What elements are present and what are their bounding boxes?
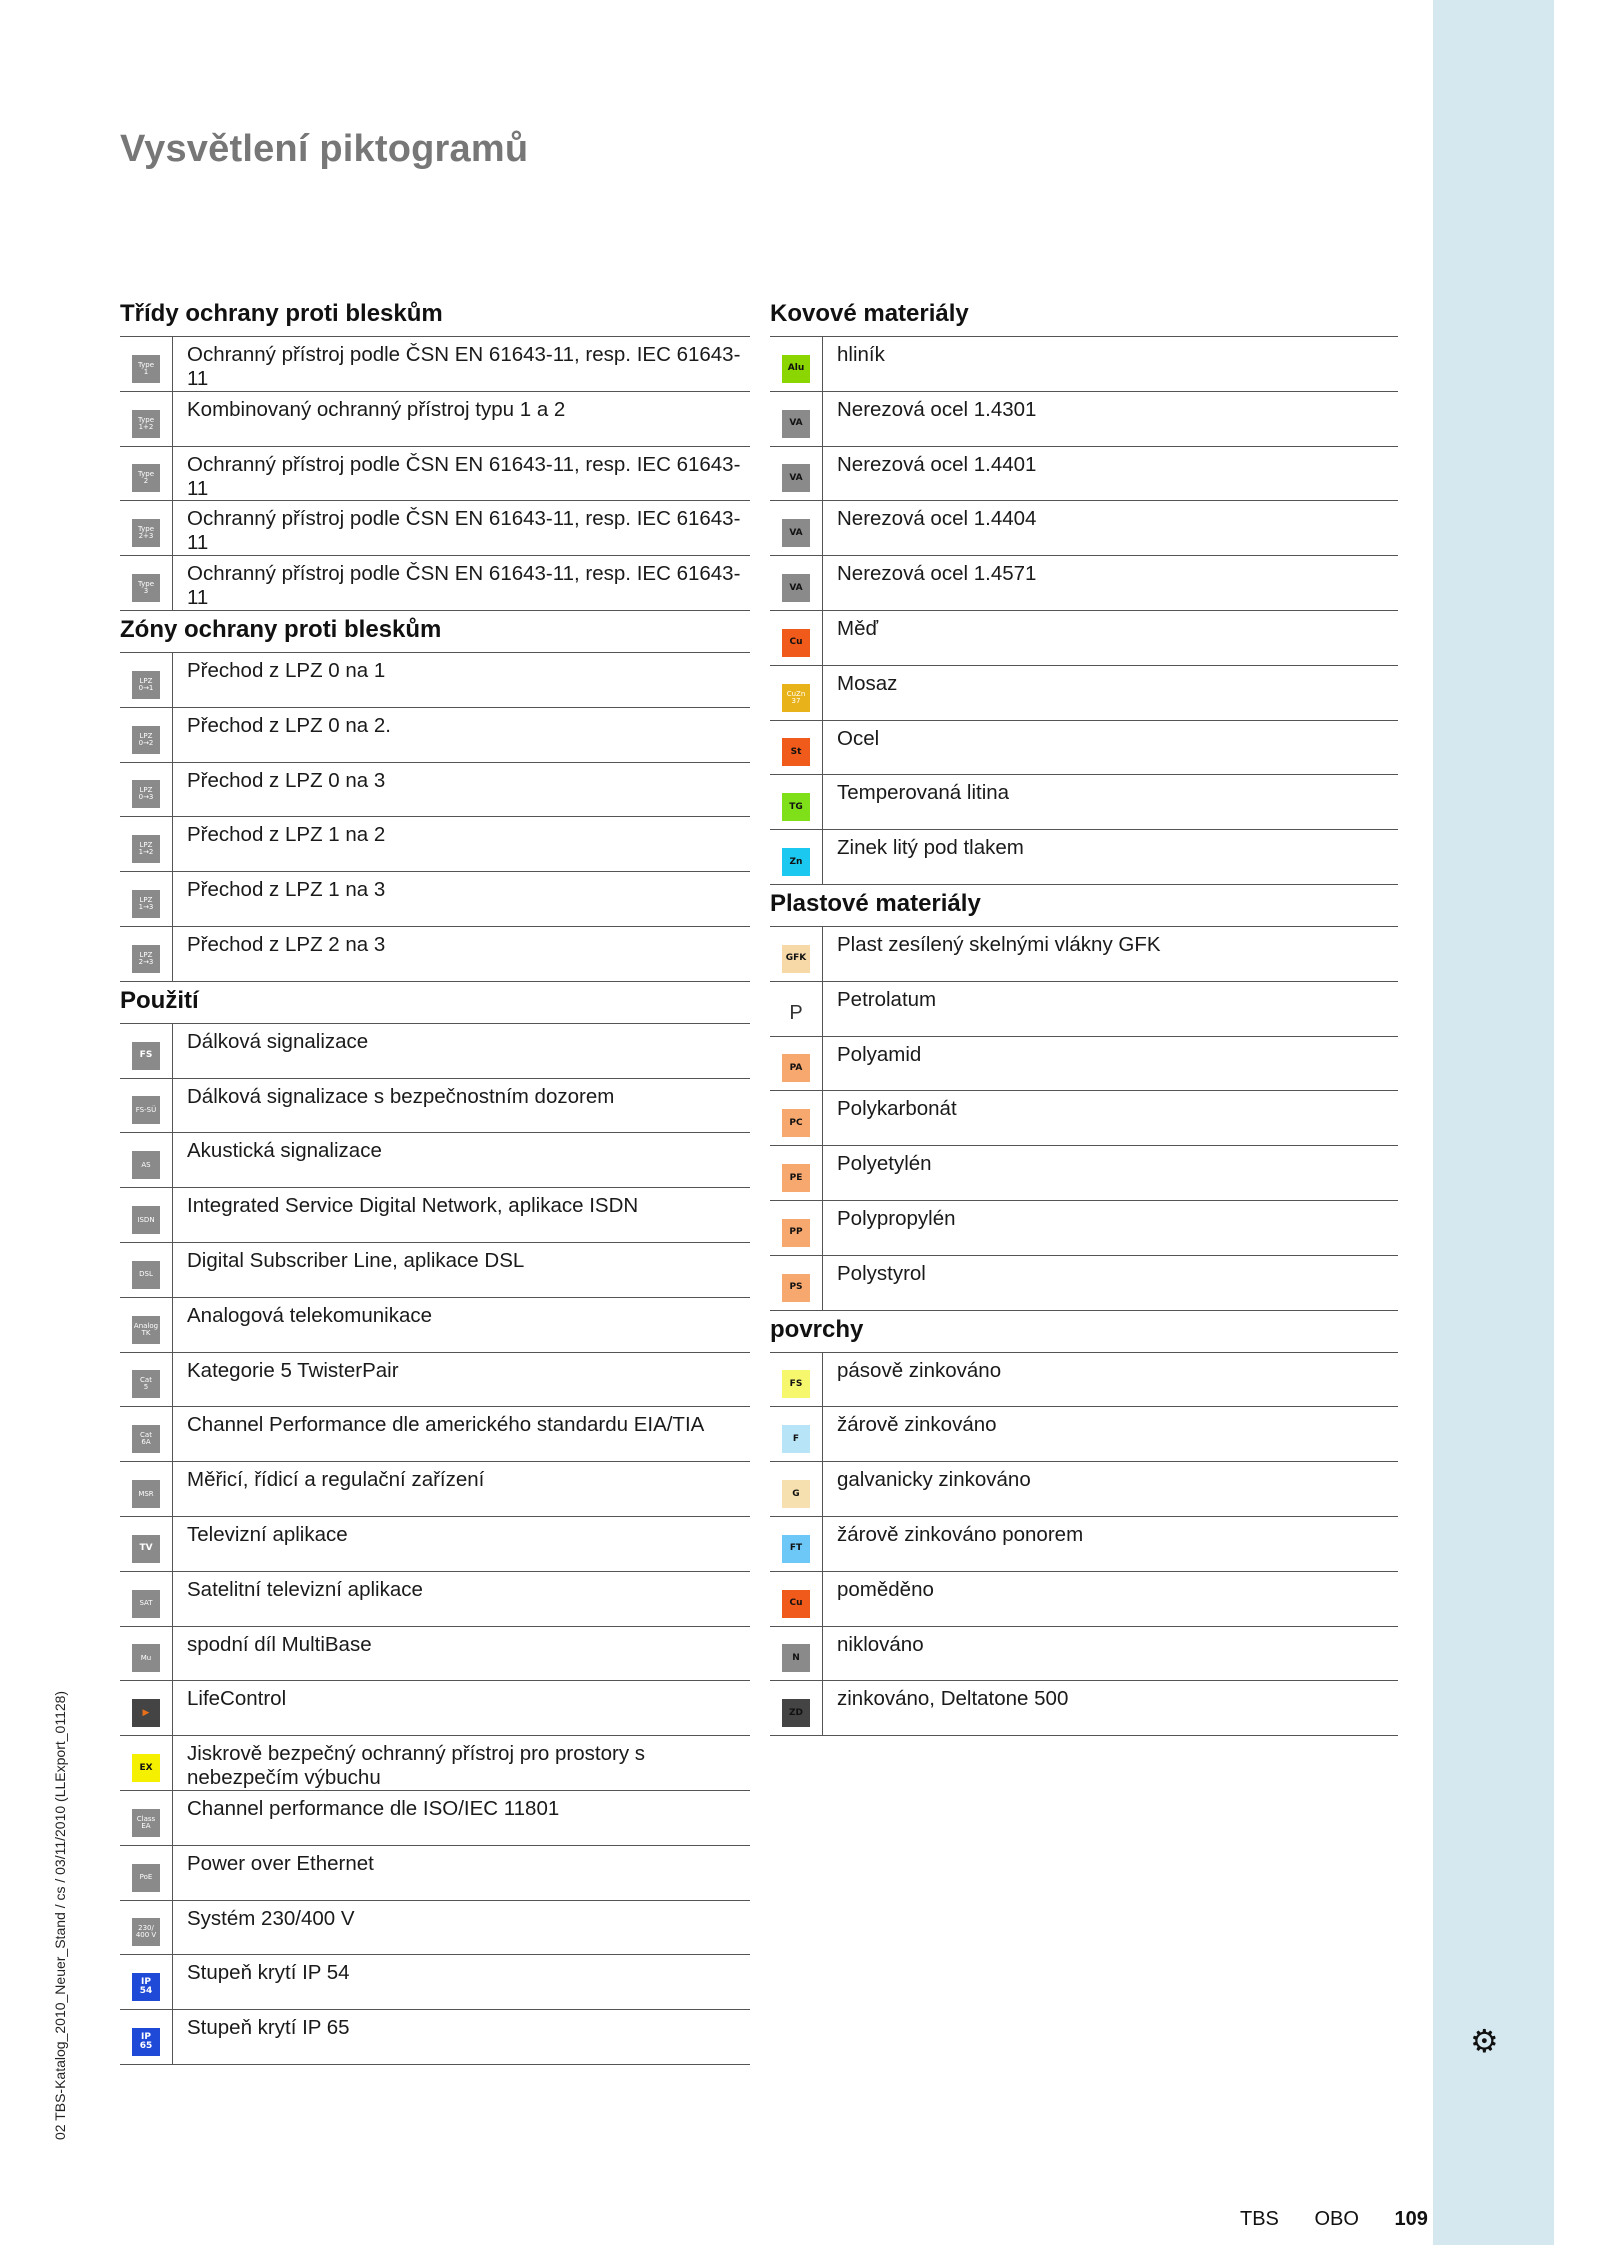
legend-row <box>770 1353 1398 1408</box>
legend-row <box>770 1572 1398 1627</box>
pictogram-icon: FT <box>782 1535 810 1563</box>
section-title: povrchy <box>770 1311 1398 1353</box>
pictogram-description: Ocel <box>837 726 880 750</box>
pictogram-cell <box>120 1353 173 1407</box>
pictogram-icon: CuZn 37 <box>782 684 810 712</box>
pictogram-description: Analogová telekomunikace <box>187 1303 433 1327</box>
pictogram-icon: PA <box>782 1054 810 1082</box>
pictogram-description: Dálková signalizace <box>187 1029 369 1053</box>
pictogram-description: Přechod z LPZ 0 na 3 <box>187 768 386 792</box>
gear-icon: ⚙ <box>1470 2022 1499 2060</box>
pictogram-cell <box>770 337 823 391</box>
legend-row <box>770 1256 1398 1311</box>
pictogram-icon: VA <box>782 519 810 547</box>
pictogram-description: Ochranný přístroj podle ČSN EN 61643-11, resp. IEC 61643-11 <box>187 452 741 500</box>
pictogram-icon: Cu <box>782 629 810 657</box>
legend-row <box>770 1627 1398 1682</box>
pictogram-cell <box>770 1627 823 1681</box>
pictogram-icon: VA <box>782 464 810 492</box>
pictogram-icon: VA <box>782 574 810 602</box>
pictogram-description: Polypropylén <box>837 1206 956 1230</box>
pictogram-description: Channel Performance dle amerického standardu EIA/TIA <box>187 1413 705 1437</box>
pictogram-icon: Class EA <box>132 1809 160 1837</box>
legend-row <box>770 501 1398 556</box>
pictogram-icon: ISDN <box>132 1206 160 1234</box>
legend-row <box>120 2010 750 2065</box>
legend-row <box>120 1243 750 1298</box>
pictogram-icon: G <box>782 1480 810 1508</box>
legend-row <box>120 1736 750 1791</box>
pictogram-description: Plast zesílený skelnými vlákny GFK <box>837 932 1161 956</box>
pictogram-icon: Alu <box>782 355 810 383</box>
pictogram-description: Stupeň krytí IP 54 <box>187 1961 350 1985</box>
legend-row <box>120 1681 750 1736</box>
pictogram-icon: IP 54 <box>132 1973 160 2001</box>
pictogram-cell <box>770 1091 823 1145</box>
pictogram-cell <box>770 721 823 775</box>
pictogram-description: Ochranný přístroj podle ČSN EN 61643-11, resp. IEC 61643-11 <box>187 507 741 555</box>
pictogram-cell <box>120 1462 173 1516</box>
pictogram-cell <box>770 1146 823 1200</box>
pictogram-description: Měřicí, řídicí a regulační zařízení <box>187 1468 485 1492</box>
pictogram-cell <box>120 708 173 762</box>
legend-row <box>770 447 1398 502</box>
legend-row <box>120 1407 750 1462</box>
pictogram-icon: ZD <box>782 1699 810 1727</box>
pictogram-description: niklováno <box>837 1632 924 1656</box>
pictogram-icon: St <box>782 738 810 766</box>
legend-row <box>120 337 750 392</box>
legend-row <box>120 653 750 708</box>
pictogram-icon: SAT <box>132 1590 160 1618</box>
legend-row <box>770 1517 1398 1572</box>
pictogram-cell <box>120 1901 173 1955</box>
pictogram-icon: Cat 5 <box>132 1370 160 1398</box>
pictogram-cell <box>770 611 823 665</box>
pictogram-cell <box>770 1572 823 1626</box>
pictogram-icon: IP 65 <box>132 2028 160 2056</box>
pictogram-cell <box>770 556 823 610</box>
pictogram-description: Televizní aplikace <box>187 1522 348 1546</box>
pictogram-icon: FS-SÜ <box>132 1096 160 1124</box>
pictogram-icon: Zn <box>782 848 810 876</box>
pictogram-description: Nerezová ocel 1.4401 <box>837 452 1037 476</box>
pictogram-icon: LPZ 0→1 <box>132 671 160 699</box>
pictogram-cell <box>120 1955 173 2009</box>
pictogram-icon: N <box>782 1644 810 1672</box>
legend-row <box>120 872 750 927</box>
legend-row <box>770 666 1398 721</box>
pictogram-icon: TV <box>132 1535 160 1563</box>
legend-row <box>120 1353 750 1408</box>
pictogram-icon: F <box>782 1425 810 1453</box>
section-title: Kovové materiály <box>770 295 1398 337</box>
pictogram-cell <box>770 666 823 720</box>
pictogram-description: Ochranný přístroj podle ČSN EN 61643-11, resp. IEC 61643-11 <box>187 562 741 610</box>
right-column <box>770 295 1398 1736</box>
pictogram-cell <box>770 1037 823 1091</box>
pictogram-icon: Cat 6A <box>132 1425 160 1453</box>
legend-row <box>770 1407 1398 1462</box>
pictogram-icon: LPZ 2→3 <box>132 945 160 973</box>
pictogram-description: Polystyrol <box>837 1261 926 1285</box>
legend-row <box>770 1462 1398 1517</box>
pictogram-cell <box>120 763 173 817</box>
pictogram-description: žárově zinkováno <box>837 1413 997 1437</box>
pictogram-description: poměděno <box>837 1577 934 1601</box>
pictogram-cell <box>770 392 823 446</box>
pictogram-cell <box>770 1407 823 1461</box>
pictogram-icon: PoE <box>132 1864 160 1892</box>
pictogram-icon: PP <box>782 1219 810 1247</box>
footer-brand-tbs: TBS <box>1240 2208 1279 2230</box>
legend-row <box>770 611 1398 666</box>
pictogram-cell <box>120 1079 173 1133</box>
pictogram-cell <box>120 1298 173 1352</box>
pictogram-icon: P <box>789 1002 803 1025</box>
pictogram-description: Kategorie 5 TwisterPair <box>187 1358 399 1382</box>
pictogram-cell <box>120 1243 173 1297</box>
legend-row <box>120 1079 750 1134</box>
left-column <box>120 295 750 2065</box>
legend-row <box>770 982 1398 1037</box>
pictogram-description: Satelitní televizní aplikace <box>187 1577 423 1601</box>
pictogram-cell <box>120 1627 173 1681</box>
pictogram-description: Nerezová ocel 1.4571 <box>837 562 1037 586</box>
legend-row <box>120 927 750 982</box>
section-title: Použití <box>120 982 750 1024</box>
pictogram-cell <box>120 872 173 926</box>
pictogram-icon: Type 2+3 <box>132 519 160 547</box>
pictogram-icon: LPZ 1→2 <box>132 835 160 863</box>
page-title: Vysvětlení piktogramů <box>120 128 529 170</box>
legend-row <box>770 1681 1398 1736</box>
pictogram-description: Přechod z LPZ 1 na 3 <box>187 878 386 902</box>
pictogram-description: Akustická signalizace <box>187 1139 382 1163</box>
pictogram-cell <box>770 1462 823 1516</box>
pictogram-icon: Cu <box>782 1590 810 1618</box>
pictogram-description: Mosaz <box>837 671 898 695</box>
legend-row <box>120 1188 750 1243</box>
pictogram-icon: AS <box>132 1151 160 1179</box>
pictogram-description: žárově zinkováno ponorem <box>837 1522 1084 1546</box>
pictogram-icon: PE <box>782 1164 810 1192</box>
pictogram-cell <box>120 653 173 707</box>
pictogram-cell <box>770 982 823 1036</box>
pictogram-cell <box>120 1791 173 1845</box>
pictogram-description: Stupeň krytí IP 65 <box>187 2016 350 2040</box>
page-number: 109 <box>1394 2208 1428 2230</box>
pictogram-cell <box>770 1201 823 1255</box>
pictogram-icon: GFK <box>782 945 810 973</box>
pictogram-cell <box>120 1572 173 1626</box>
pictogram-icon: VA <box>782 410 810 438</box>
pictogram-cell <box>120 2010 173 2064</box>
side-color-band <box>1433 0 1554 2245</box>
pictogram-icon: PS <box>782 1274 810 1302</box>
pictogram-description: spodní díl MultiBase <box>187 1632 372 1656</box>
pictogram-description: Nerezová ocel 1.4404 <box>837 507 1037 531</box>
pictogram-icon: LPZ 0→3 <box>132 780 160 808</box>
pictogram-cell <box>120 337 173 391</box>
pictogram-description: galvanicky zinkováno <box>837 1468 1031 1492</box>
legend-row <box>770 1146 1398 1201</box>
pictogram-description: Polyamid <box>837 1042 922 1066</box>
pictogram-icon: 230/ 400 V <box>132 1918 160 1946</box>
pictogram-description: Dálková signalizace s bezpečnostním dozorem <box>187 1084 615 1108</box>
legend-row <box>770 927 1398 982</box>
pictogram-icon: FS <box>782 1370 810 1398</box>
pictogram-cell <box>120 1024 173 1078</box>
pictogram-cell <box>770 1517 823 1571</box>
legend-row <box>770 1037 1398 1092</box>
pictogram-icon: LPZ 1→3 <box>132 890 160 918</box>
pictogram-icon: Type 3 <box>132 574 160 602</box>
pictogram-cell <box>770 1256 823 1310</box>
legend-row <box>120 1846 750 1901</box>
pictogram-description: Digital Subscriber Line, aplikace DSL <box>187 1248 525 1272</box>
pictogram-description: Přechod z LPZ 0 na 2. <box>187 713 391 737</box>
pictogram-icon: Mu <box>132 1644 160 1672</box>
legend-row <box>120 501 750 556</box>
pictogram-cell <box>770 775 823 829</box>
pictogram-cell <box>120 1681 173 1735</box>
pictogram-icon: EX <box>132 1754 160 1782</box>
pictogram-cell <box>770 501 823 555</box>
pictogram-cell <box>120 1736 173 1790</box>
pictogram-cell <box>770 1681 823 1735</box>
pictogram-icon: ▶ <box>132 1699 160 1727</box>
section-title: Třídy ochrany proti bleskům <box>120 295 750 337</box>
legend-row <box>120 392 750 447</box>
legend-row <box>770 337 1398 392</box>
pictogram-description: pásově zinkováno <box>837 1358 1002 1382</box>
legend-row <box>770 392 1398 447</box>
legend-row <box>120 1791 750 1846</box>
pictogram-cell <box>770 447 823 501</box>
legend-row <box>120 1298 750 1353</box>
pictogram-cell <box>120 392 173 446</box>
pictogram-icon: TG <box>782 793 810 821</box>
pictogram-description: Temperovaná litina <box>837 781 1010 805</box>
pictogram-icon: MSR <box>132 1480 160 1508</box>
pictogram-description: Petrolatum <box>837 987 937 1011</box>
legend-row <box>120 1024 750 1079</box>
pictogram-cell <box>120 447 173 501</box>
pictogram-cell <box>120 817 173 871</box>
pictogram-icon: Analog TK <box>132 1316 160 1344</box>
pictogram-description: Nerezová ocel 1.4301 <box>837 397 1037 421</box>
legend-row <box>120 556 750 611</box>
legend-row <box>770 556 1398 611</box>
pictogram-description: Přechod z LPZ 0 na 1 <box>187 658 386 682</box>
legend-row <box>120 708 750 763</box>
legend-row <box>120 763 750 818</box>
pictogram-icon: PC <box>782 1109 810 1137</box>
pictogram-description: Polyetylén <box>837 1152 932 1176</box>
legend-row <box>120 817 750 872</box>
pictogram-icon: LPZ 0→2 <box>132 726 160 754</box>
pictogram-icon: Type 2 <box>132 464 160 492</box>
pictogram-description: Systém 230/400 V <box>187 1906 355 1930</box>
legend-row <box>770 830 1398 885</box>
pictogram-description: Kombinovaný ochranný přístroj typu 1 a 2 <box>187 397 566 421</box>
pictogram-icon: Type 1 <box>132 355 160 383</box>
page-footer <box>1240 2208 1428 2231</box>
pictogram-description: Jiskrově bezpečný ochranný přístroj pro prostory s nebezpečím výbuchu <box>187 1742 646 1790</box>
legend-row <box>120 447 750 502</box>
pictogram-cell <box>770 927 823 981</box>
pictogram-description: Měď <box>837 616 879 640</box>
pictogram-description: zinkováno, Deltatone 500 <box>837 1687 1069 1711</box>
pictogram-description: Channel performance dle ISO/IEC 11801 <box>187 1796 560 1820</box>
pictogram-icon: DSL <box>132 1261 160 1289</box>
legend-row <box>770 1091 1398 1146</box>
pictogram-cell <box>120 1188 173 1242</box>
pictogram-description: Integrated Service Digital Network, aplikace ISDN <box>187 1194 639 1218</box>
pictogram-description: Přechod z LPZ 2 na 3 <box>187 932 386 956</box>
pictogram-icon: FS <box>132 1042 160 1070</box>
pictogram-cell <box>120 1517 173 1571</box>
pictogram-cell <box>120 1133 173 1187</box>
pictogram-description: Polykarbonát <box>837 1097 957 1121</box>
pictogram-cell <box>120 927 173 981</box>
legend-row <box>120 1627 750 1682</box>
legend-row <box>120 1955 750 2010</box>
pictogram-description: LifeControl <box>187 1687 287 1711</box>
pictogram-cell <box>770 830 823 884</box>
legend-row <box>770 721 1398 776</box>
legend-row <box>120 1517 750 1572</box>
pictogram-cell <box>770 1353 823 1407</box>
pictogram-description: hliník <box>837 343 885 366</box>
legend-row <box>120 1133 750 1188</box>
pictogram-cell <box>120 556 173 610</box>
pictogram-cell <box>120 1846 173 1900</box>
pictogram-description: Power over Ethernet <box>187 1851 374 1875</box>
footer-brand-obo: OBO <box>1314 2208 1359 2230</box>
legend-row <box>120 1572 750 1627</box>
legend-row <box>120 1901 750 1956</box>
section-title: Zóny ochrany proti bleskům <box>120 611 750 653</box>
legend-row <box>120 1462 750 1517</box>
pictogram-cell <box>120 501 173 555</box>
pictogram-description: Ochranný přístroj podle ČSN EN 61643-11, resp. IEC 61643-11 <box>187 343 741 390</box>
pictogram-cell <box>120 1407 173 1461</box>
pictogram-icon: Type 1+2 <box>132 410 160 438</box>
vertical-catalog-note: 02 TBS-Katalog_2010_Neuer_Stand / cs / 03/11/2010 (LLExport_01128) <box>52 1690 68 2140</box>
pictogram-description: Přechod z LPZ 1 na 2 <box>187 823 386 847</box>
legend-row <box>770 1201 1398 1256</box>
section-title: Plastové materiály <box>770 885 1398 927</box>
legend-row <box>770 775 1398 830</box>
pictogram-description: Zinek litý pod tlakem <box>837 836 1024 860</box>
